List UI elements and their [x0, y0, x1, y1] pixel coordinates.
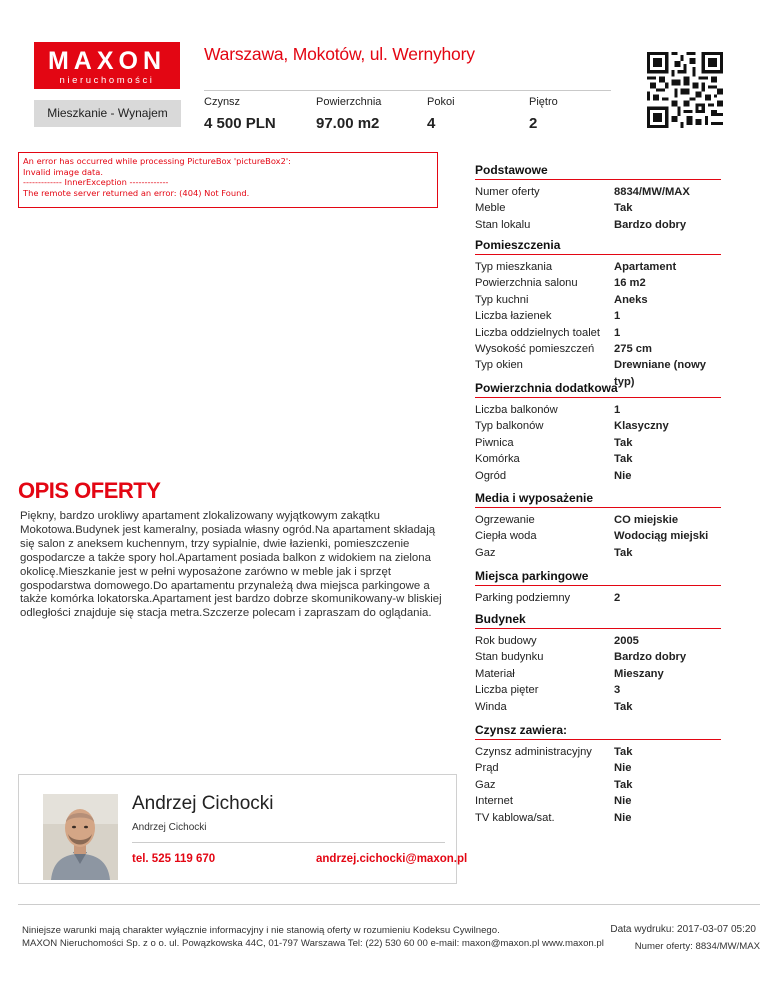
detail-row: [475, 418, 721, 434]
logo-name: MAXON: [47, 47, 167, 75]
stat-floor: [529, 96, 558, 132]
detail-label: Powierzchnia salonu: [475, 277, 578, 290]
detail-value: Bardzo dobry: [614, 218, 687, 231]
detail-label: Piwnica: [475, 436, 514, 449]
detail-value: Nie: [614, 795, 632, 808]
logo-tagline: nieruchomości: [59, 75, 155, 86]
offer-type-badge: Mieszkanie - Wynajem: [34, 100, 181, 127]
agent-phone[interactable]: tel. 525 119 670: [132, 853, 216, 865]
detail-value: Aneks: [614, 293, 648, 306]
detail-row: [475, 217, 721, 233]
detail-value: 1: [614, 310, 621, 323]
detail-row: [475, 292, 721, 308]
detail-value: 8834/MW/MAX: [614, 186, 690, 198]
stat-value: 4 500 PLN: [204, 115, 276, 132]
detail-label: Komórka: [475, 453, 520, 466]
error-line: The remote server returned an error: (404) Not Found.: [23, 187, 250, 198]
detail-label: Typ kuchni: [475, 293, 529, 306]
detail-label: Liczba łazienek: [475, 310, 552, 323]
detail-row: [475, 259, 721, 275]
detail-row: [475, 451, 721, 467]
stat-rent: [204, 96, 276, 132]
detail-value: Tak: [614, 778, 633, 791]
section-building: [475, 612, 721, 715]
detail-row: [475, 777, 721, 793]
stat-area: [316, 96, 381, 132]
detail-label: Prąd: [475, 762, 499, 775]
detail-label: Meble: [475, 202, 506, 215]
detail-label: Numer oferty: [475, 186, 540, 198]
detail-value: Tak: [614, 453, 633, 466]
detail-value: Tak: [614, 202, 633, 215]
detail-label: Typ okien: [475, 359, 523, 372]
detail-row: [475, 528, 721, 544]
detail-row: [475, 649, 721, 665]
detail-label: Materiał: [475, 667, 515, 680]
offer-address: Warszawa, Mokotów, ul. Wernyhory: [204, 44, 475, 64]
footer-divider: [18, 904, 760, 905]
stat-value: 2: [529, 115, 538, 132]
description-line: gospodarstwa domowego.Do apartamentu przynależą dwa miejsca parkingowe a: [20, 579, 430, 592]
description-line: okolicę.Mieszkanie jest w pełni wyposażone zarówno w meble jak i sprzęt: [20, 565, 391, 578]
company-info-line: MAXON Nieruchomości Sp. z o o. ul. Powązkowska 44C, 01-797 Warszawa Tel: (22) 530 60 00 e-mail: maxon@maxon.pl www.maxon.pl: [22, 938, 604, 949]
section-heading: Podstawowe: [475, 163, 721, 180]
detail-value: Nie: [614, 811, 632, 824]
detail-value: 2005: [614, 635, 639, 647]
detail-value: CO miejskie: [614, 514, 679, 526]
error-line: ------------- InnerException -------------: [23, 177, 169, 187]
detail-row: [475, 666, 721, 682]
detail-label: TV kablowa/sat.: [475, 811, 555, 824]
detail-value: Nie: [614, 469, 632, 482]
error-line: An error has occurred while processing PictureBox 'pictureBox2':: [23, 156, 291, 166]
stat-label: Piętro: [529, 96, 558, 108]
detail-row: [475, 633, 721, 649]
section-heading: Powierzchnia dodatkowa: [475, 381, 721, 398]
detail-label: Liczba oddzielnych toalet: [475, 326, 601, 339]
section-basic: [475, 163, 721, 233]
section-heading: Pomieszczenia: [475, 238, 721, 255]
detail-row: [475, 184, 721, 200]
maxon-logo: [34, 42, 180, 89]
section-media: [475, 491, 721, 561]
detail-row: [475, 325, 721, 341]
agent-divider: [132, 842, 445, 843]
description-text: [20, 510, 450, 621]
detail-value: Tak: [614, 746, 633, 758]
stat-label: Czynsz: [204, 96, 241, 108]
detail-row: [475, 200, 721, 216]
section-extra-area: [475, 381, 721, 484]
stat-label: Powierzchnia: [316, 96, 382, 108]
detail-value: 1: [614, 404, 621, 416]
stat-rooms: [427, 96, 455, 132]
footer-disclaimer: [22, 924, 604, 950]
description-line: Mokotowa.Budynek jest kameralny, posiada własny ogród.Na apartament składają: [20, 523, 436, 536]
detail-label: Typ mieszkania: [475, 261, 553, 273]
detail-label: Rok budowy: [475, 635, 537, 647]
detail-label: Typ balkonów: [475, 420, 544, 433]
description-line: odległości znajduje się stacja metra.Szczerze polecam i zapraszam do oglądania.: [20, 607, 432, 620]
detail-value: Drewniane (nowy typ): [614, 359, 707, 388]
detail-value: Bardzo dobry: [614, 651, 687, 664]
detail-value: Wodociąg miejski: [614, 530, 709, 543]
detail-label: Liczba balkonów: [475, 404, 558, 416]
detail-label: Czynsz administracyjny: [475, 746, 592, 758]
section-heading: Miejsca parkingowe: [475, 569, 721, 586]
disclaimer-line: Niniejsze warunki mają charakter wyłącznie informacyjny i nie stanowią oferty w rozumieniu Kodeksu Cywilnego.: [22, 925, 500, 936]
detail-value: 1: [614, 326, 621, 339]
detail-label: Stan budynku: [475, 651, 544, 664]
detail-row: [475, 308, 721, 324]
section-parking: [475, 569, 721, 606]
detail-value: Tak: [614, 700, 633, 713]
detail-row: [475, 744, 721, 760]
qr-code-icon: [647, 52, 723, 128]
section-rent-includes: [475, 723, 721, 826]
detail-label: Wysokość pomieszczeń: [475, 342, 595, 355]
detail-row: [475, 545, 721, 561]
detail-value: Nie: [614, 762, 632, 775]
section-heading: Czynsz zawiera:: [475, 723, 721, 740]
detail-label: Ciepła woda: [475, 530, 537, 543]
detail-row: [475, 760, 721, 776]
stat-value: 4: [427, 115, 436, 132]
image-error-message: [18, 152, 438, 208]
detail-label: Winda: [475, 700, 507, 713]
print-date: Data wydruku: 2017-03-07 05:20: [610, 924, 756, 935]
detail-value: Mieszany: [614, 667, 664, 680]
detail-row: [475, 402, 721, 418]
footer-offer-number: Numer oferty: 8834/MW/MAX: [634, 941, 760, 952]
agent-email-link[interactable]: andrzej.cichocki@maxon.pl: [316, 853, 468, 865]
detail-label: Ogrzewanie: [475, 514, 535, 526]
header-divider: [204, 90, 611, 91]
detail-row: [475, 512, 721, 528]
detail-value: 2: [614, 592, 621, 604]
detail-row: [475, 275, 721, 291]
detail-row: [475, 468, 721, 484]
stat-value: 97.00 m2: [316, 115, 380, 132]
detail-value: 16 m2: [614, 277, 646, 290]
description-line: Piękny, bardzo urokliwy apartament zlokalizowany wyjątkowym zakątku: [20, 510, 381, 522]
detail-row: [475, 590, 721, 606]
detail-label: Ogród: [475, 469, 507, 482]
detail-value: Klasyczny: [614, 420, 669, 433]
detail-value: 275 cm: [614, 342, 652, 355]
detail-row: [475, 341, 721, 357]
detail-row: [475, 810, 721, 826]
detail-value: 3: [614, 684, 621, 697]
description-line: gospodarcze a także spory hol.Apartament posiada balkon z widokiem na zielona: [20, 551, 431, 564]
detail-label: Liczba pięter: [475, 684, 539, 697]
detail-row: [475, 699, 721, 715]
agent-subtitle: Andrzej Cichocki: [132, 822, 207, 833]
detail-label: Internet: [475, 795, 513, 808]
section-heading: Budynek: [475, 612, 721, 629]
detail-value: Apartament: [614, 261, 677, 273]
agent-name: Andrzej Cichocki: [132, 793, 274, 814]
section-heading: Media i wyposażenie: [475, 491, 721, 508]
description-line: się salon z aneksem kuchennym, trzy sypialnie, dwie łazienki, pomieszczenie: [20, 537, 410, 550]
detail-label: Parking podziemny: [475, 592, 571, 604]
agent-photo: [43, 794, 118, 880]
description-line: także komórka lokatorska.Apartament jest bardzo dobrze skomunikowany-w bliskiej: [20, 593, 442, 606]
detail-value: Tak: [614, 436, 633, 449]
detail-label: Gaz: [475, 546, 496, 559]
detail-value: Tak: [614, 546, 633, 559]
error-line: Invalid image data.: [23, 166, 104, 177]
agent-card: [18, 774, 468, 884]
detail-label: Gaz: [475, 778, 496, 791]
stat-label: Pokoi: [427, 96, 455, 108]
detail-row: [475, 682, 721, 698]
detail-row: [475, 435, 721, 451]
description-title: OPIS OFERTY: [18, 478, 161, 503]
detail-label: Stan lokalu: [475, 218, 531, 231]
detail-row: [475, 793, 721, 809]
